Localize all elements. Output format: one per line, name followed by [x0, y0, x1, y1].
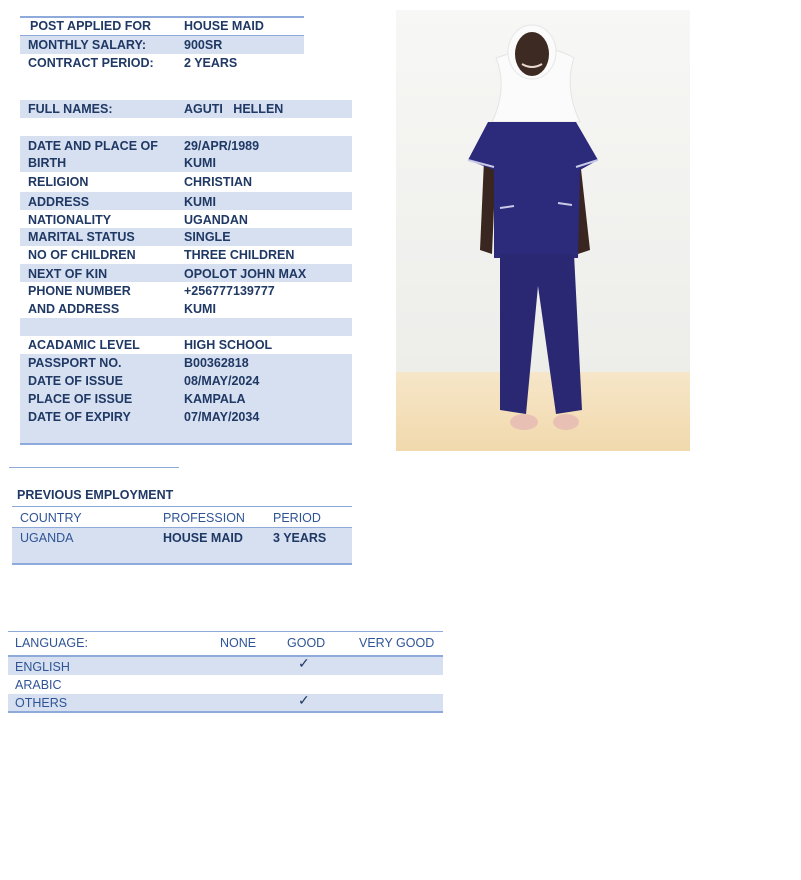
- col-good: GOOD: [287, 636, 326, 650]
- employment-profession: HOUSE MAID: [163, 531, 243, 545]
- others-good-check-icon: ✓: [298, 692, 310, 708]
- birth-place-value: KUMI: [184, 156, 216, 170]
- kin-address-value: KUMI: [184, 302, 216, 316]
- employment-country: UGANDA: [20, 531, 74, 545]
- col-period: PERIOD: [273, 511, 321, 525]
- religion-value: CHRISTIAN: [184, 175, 253, 189]
- language-others: OTHERS: [15, 696, 68, 710]
- col-profession: PROFESSION: [163, 511, 245, 525]
- phone-label-line1: PHONE NUMBER: [28, 284, 131, 298]
- col-none: NONE: [220, 636, 257, 650]
- language-arabic: ARABIC: [15, 678, 62, 692]
- nationality-label: NATIONALITY: [28, 213, 112, 227]
- passport-label: PASSPORT NO.: [28, 356, 122, 370]
- post-label: POST APPLIED FOR: [30, 19, 152, 33]
- previous-employment-title: PREVIOUS EMPLOYMENT: [17, 488, 174, 502]
- dob-value: 29/APR/1989: [184, 139, 260, 153]
- employment-period: 3 YEARS: [273, 531, 327, 545]
- children-label: NO OF CHILDREN: [28, 248, 136, 262]
- expiry-value: 07/MAY/2034: [184, 410, 260, 424]
- marital-value: SINGLE: [184, 230, 231, 244]
- salary-value: 900SR: [184, 38, 223, 52]
- children-value: THREE CHILDREN: [184, 248, 295, 262]
- education-label: ACADAMIC LEVEL: [28, 338, 140, 352]
- nationality-value: UGANDAN: [184, 213, 248, 227]
- dob-label-line2: BIRTH: [28, 156, 67, 170]
- issue-place-value: KAMPALA: [184, 392, 246, 406]
- education-value: HIGH SCHOOL: [184, 338, 273, 352]
- col-very-good: VERY GOOD: [359, 636, 435, 650]
- dob-label-line1: DATE AND PLACE OF: [28, 139, 158, 153]
- contract-label: CONTRACT PERIOD:: [28, 56, 154, 70]
- issue-date-label: DATE OF ISSUE: [28, 374, 123, 388]
- expiry-label: DATE OF EXPIRY: [28, 410, 131, 424]
- name-value: AGUTI HELLEN: [184, 102, 284, 116]
- religion-label: RELIGION: [28, 175, 89, 189]
- phone-label-line2: AND ADDRESS: [28, 302, 120, 316]
- phone-value: +256777139777: [184, 284, 275, 298]
- issue-place-label: PLACE OF ISSUE: [28, 392, 133, 406]
- address-value: KUMI: [184, 195, 216, 209]
- issue-date-value: 08/MAY/2024: [184, 374, 260, 388]
- marital-label: MARITAL STATUS: [28, 230, 135, 244]
- col-country: COUNTRY: [20, 511, 82, 525]
- salary-label: MONTHLY SALARY:: [28, 38, 147, 52]
- kin-value: OPOLOT JOHN MAX: [184, 267, 307, 281]
- english-good-check-icon: ✓: [298, 655, 310, 671]
- post-value: HOUSE MAID: [184, 19, 264, 33]
- col-language: LANGUAGE:: [15, 636, 88, 650]
- applicant-photo: [396, 10, 690, 451]
- language-english: ENGLISH: [15, 660, 70, 674]
- passport-value: B00362818: [184, 356, 249, 370]
- name-label: FULL NAMES:: [28, 102, 113, 116]
- address-label: ADDRESS: [28, 195, 90, 209]
- kin-label: NEXT OF KIN: [28, 267, 108, 281]
- contract-value: 2 YEARS: [184, 56, 238, 70]
